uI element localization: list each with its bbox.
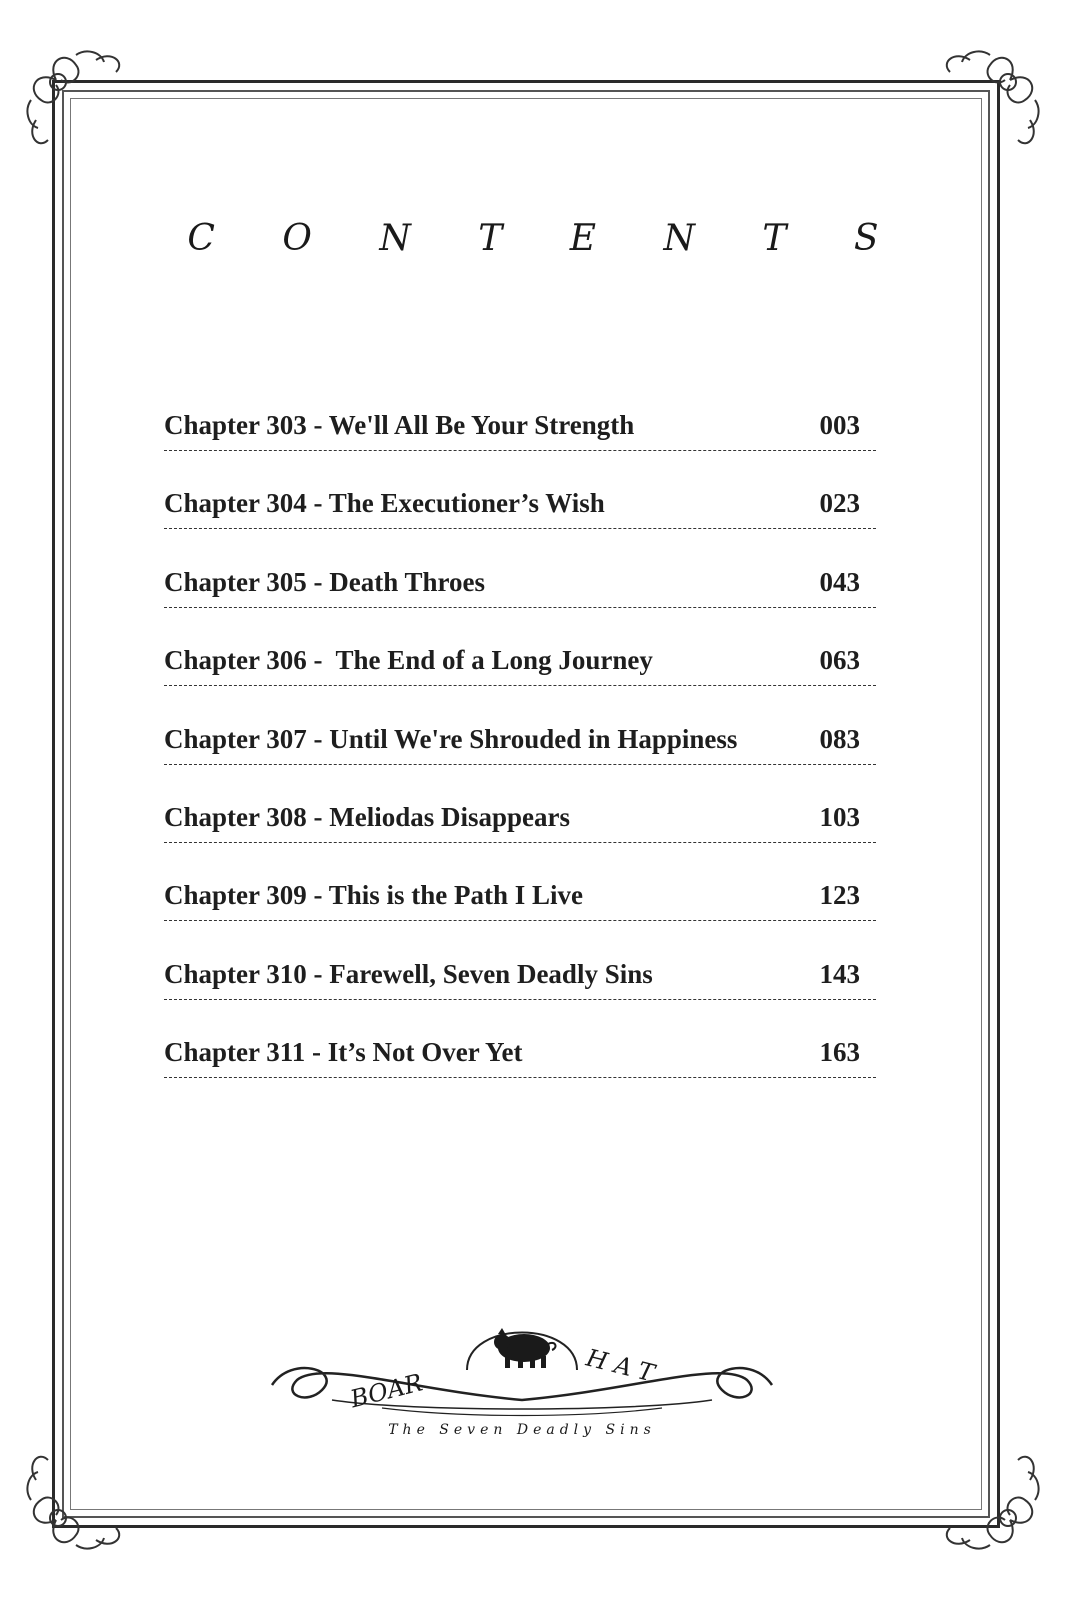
toc-entry-title: Chapter 308 - Meliodas Disappears (164, 801, 571, 832)
toc-entry-page: 123 (819, 880, 860, 911)
table-of-contents (164, 398, 876, 1104)
toc-entry-title: Chapter 307 - Until We're Shrouded in Happiness (164, 723, 738, 754)
toc-entry-page: 003 (819, 410, 860, 440)
toc-dashed-divider (164, 528, 876, 529)
toc-dashed-divider (164, 999, 876, 1000)
toc-entry-title: Chapter 305 - Death Throes (164, 566, 486, 597)
logo-subtitle: The Seven Deadly Sins (388, 1422, 656, 1438)
page-title: C O N T E N T S (187, 218, 907, 259)
toc-entry-page: 103 (819, 801, 860, 832)
toc-entry-title: Chapter 304 - The Executioner’s Wish (164, 488, 605, 519)
toc-entry[interactable] (164, 633, 876, 711)
toc-entry[interactable] (164, 712, 876, 790)
toc-entry-title: Chapter 311 - It’s Not Over Yet (164, 1037, 523, 1068)
toc-entry-page: 083 (819, 723, 860, 754)
boar-hat-logo (262, 1300, 782, 1450)
toc-entry-page: 063 (819, 645, 860, 676)
logo-left-word: BOAR (347, 1368, 426, 1414)
toc-entry[interactable] (164, 555, 876, 633)
toc-entry-title: Chapter 303 - We'll All Be Your Strength (164, 410, 635, 440)
toc-dashed-divider (164, 842, 876, 843)
pig-icon (494, 1328, 555, 1368)
toc-entry-title: Chapter 306 - The End of a Long Journey (164, 645, 653, 676)
logo-right-word: HAT (583, 1343, 665, 1390)
toc-entry[interactable] (164, 398, 876, 476)
corner-ornament-icon (16, 1430, 146, 1560)
corner-ornament-icon (920, 1430, 1050, 1560)
toc-entry-page: 043 (819, 566, 860, 597)
toc-dashed-divider (164, 607, 876, 608)
toc-dashed-divider (164, 685, 876, 686)
toc-entry-title: Chapter 310 - Farewell, Seven Deadly Sins (164, 958, 653, 989)
toc-dashed-divider (164, 764, 876, 765)
toc-dashed-divider (164, 450, 876, 451)
corner-ornament-icon (920, 40, 1050, 170)
toc-entry[interactable] (164, 947, 876, 1025)
toc-dashed-divider (164, 920, 876, 921)
corner-ornament-icon (16, 40, 146, 170)
toc-entry-title: Chapter 309 - This is the Path I Live (164, 880, 584, 911)
toc-entry-page: 143 (819, 958, 860, 989)
toc-entry[interactable] (164, 1025, 876, 1103)
toc-entry-page: 023 (819, 488, 860, 519)
toc-entry[interactable] (164, 790, 876, 868)
toc-entry-page: 163 (819, 1037, 860, 1068)
toc-entry[interactable] (164, 868, 876, 946)
toc-entry[interactable] (164, 476, 876, 554)
toc-dashed-divider (164, 1077, 876, 1078)
